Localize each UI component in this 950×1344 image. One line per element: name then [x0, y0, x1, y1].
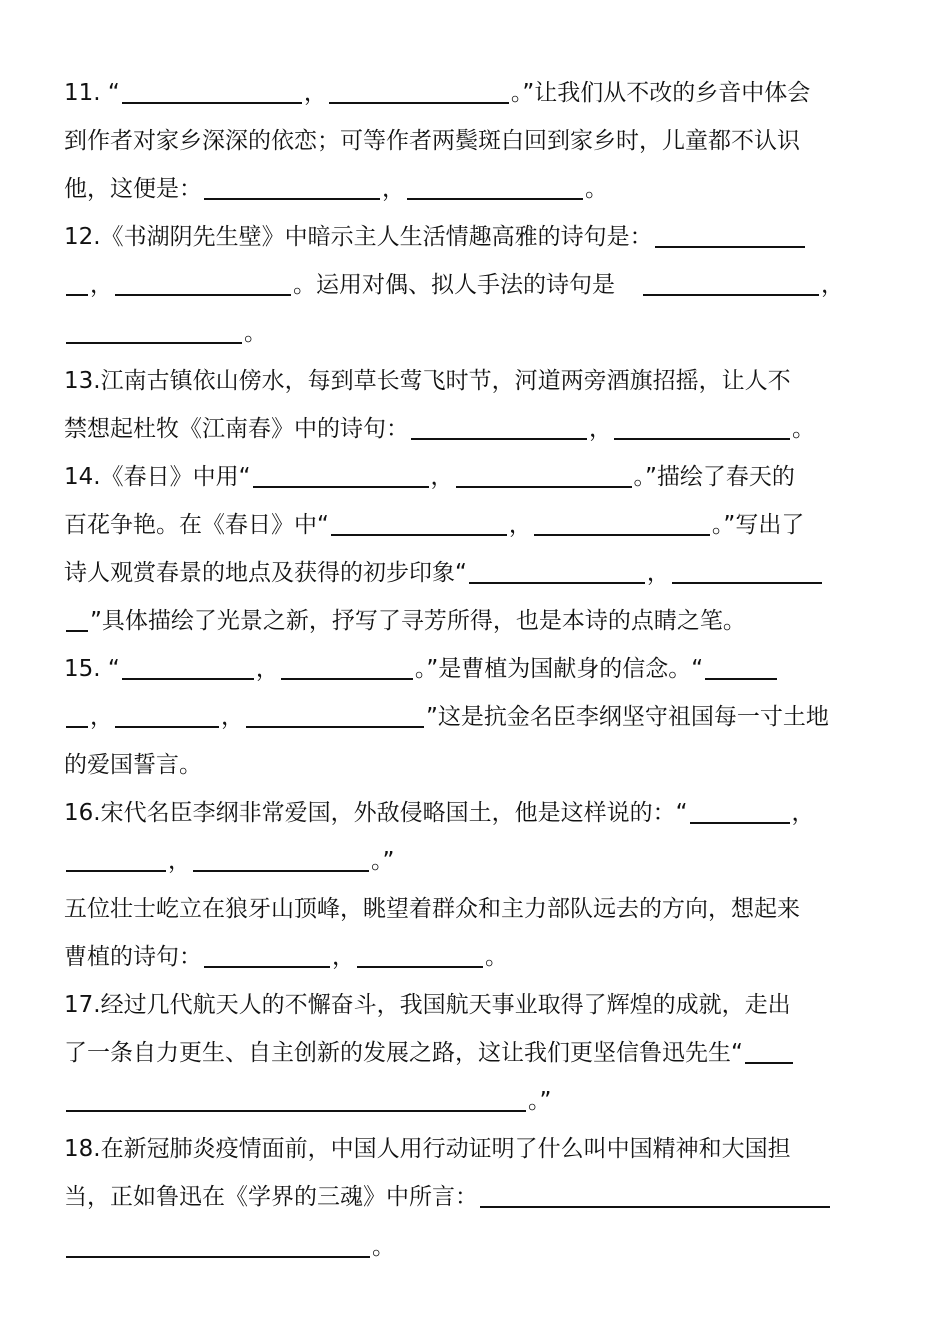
- q18-line-1: [64, 1134, 791, 1164]
- text: ，: [508, 512, 532, 538]
- q14-line-4: [64, 606, 746, 636]
- text: 他，这便是：: [64, 176, 202, 202]
- text: 。”写出了: [711, 512, 805, 538]
- q18-line-2: [64, 1182, 832, 1212]
- text: ，: [221, 704, 244, 730]
- answer-blank[interactable]: [745, 1062, 793, 1064]
- answer-blank[interactable]: [66, 294, 88, 296]
- text: 12.《书湖阴先生壁》中暗示主人生活情趣高雅的诗句是：: [64, 224, 653, 250]
- text: 了一条自力更生、自主创新的发展之路，这让我们更坚信鲁迅先生“: [64, 1040, 743, 1066]
- text: 17.经过几代航天人的不懈奋斗，我国航天事业取得了辉煌的成就，走出: [64, 992, 791, 1018]
- text: ，: [821, 272, 844, 298]
- text: ，: [646, 560, 670, 586]
- answer-blank[interactable]: [115, 726, 219, 728]
- text: 的爱国誓言。: [64, 752, 202, 778]
- text: 13.江南古镇依山傍水，每到草长莺飞时节，河道两旁酒旗招摇，让人不: [64, 368, 791, 394]
- answer-blank[interactable]: [115, 294, 291, 296]
- answer-blank[interactable]: [331, 534, 507, 536]
- text: 诗人观赏春景的地点及获得的初步印象“: [64, 560, 467, 586]
- text: ，: [382, 176, 405, 202]
- q16-line-1: [64, 798, 815, 828]
- q15-line-3: [64, 750, 202, 780]
- text: 五位壮士屹立在狼牙山顶峰，眺望着群众和主力部队远去的方向，想起来: [64, 896, 800, 922]
- q16-line-4: [64, 942, 508, 972]
- q11-line-3: [64, 174, 608, 204]
- answer-blank[interactable]: [534, 534, 710, 536]
- answer-blank[interactable]: [480, 1206, 830, 1208]
- q15-line-1: [64, 654, 779, 684]
- answer-blank[interactable]: [705, 678, 777, 680]
- answer-blank[interactable]: [411, 438, 587, 440]
- answer-blank[interactable]: [281, 678, 413, 680]
- answer-blank[interactable]: [329, 102, 509, 104]
- answer-blank[interactable]: [672, 582, 822, 584]
- q11-line-2: [64, 126, 800, 156]
- answer-blank[interactable]: [246, 726, 424, 728]
- text: ，: [791, 800, 815, 826]
- q17-line-1: [64, 990, 791, 1020]
- text: 。: [244, 320, 267, 346]
- answer-blank[interactable]: [204, 198, 380, 200]
- answer-blank[interactable]: [66, 1110, 526, 1112]
- text: ”这是抗金名臣李纲坚守祖国每一寸土地: [426, 704, 829, 730]
- answer-blank[interactable]: [357, 966, 483, 968]
- answer-blank[interactable]: [253, 486, 429, 488]
- q13-line-1: [64, 366, 791, 396]
- q16-line-3: [64, 894, 800, 924]
- text: 16.宋代名臣李纲非常爱国，外敌侵略国土，他是这样说的：“: [64, 800, 688, 826]
- q17-line-2: [64, 1038, 795, 1068]
- answer-blank[interactable]: [122, 678, 254, 680]
- answer-blank[interactable]: [66, 870, 166, 872]
- text: 。”让我们从不改的乡音中体会: [510, 80, 811, 106]
- q14-line-3: [64, 558, 824, 588]
- text: 百花争艳。在《春日》中“: [64, 512, 329, 538]
- text: 。”描绘了春天的: [633, 464, 795, 490]
- text: 。: [585, 176, 608, 202]
- answer-blank[interactable]: [469, 582, 645, 584]
- text: 禁想起杜牧《江南春》中的诗句：: [64, 416, 409, 442]
- q11-line-1: [64, 78, 810, 108]
- q17-line-3: [64, 1086, 551, 1116]
- answer-blank[interactable]: [407, 198, 583, 200]
- text: ，: [90, 704, 113, 730]
- q15-line-2: [64, 702, 829, 732]
- answer-blank[interactable]: [193, 870, 369, 872]
- text: 。: [485, 944, 508, 970]
- text: 。”是曹植为国献身的信念。“: [414, 656, 704, 682]
- text: ，: [589, 416, 612, 442]
- text: 到作者对家乡深深的依恋；可等作者两鬓斑白回到家乡时，儿童都不认识: [64, 128, 800, 154]
- text: 11. “: [64, 80, 120, 106]
- text: 。”: [528, 1088, 552, 1114]
- q14-line-1: [64, 462, 795, 492]
- text: ，: [168, 848, 191, 874]
- text: 14.《春日》中用“: [64, 464, 251, 490]
- answer-blank[interactable]: [614, 438, 790, 440]
- answer-blank[interactable]: [655, 246, 805, 248]
- q14-line-2: [64, 510, 804, 540]
- text: 当，正如鲁迅在《学界的三魂》中所言：: [64, 1184, 478, 1210]
- q12-line-1: [64, 222, 807, 252]
- q12-line-2: [64, 270, 844, 300]
- text: 。: [792, 416, 815, 442]
- text: 。运用对偶、拟人手法的诗句是: [293, 272, 615, 298]
- answer-blank[interactable]: [643, 294, 819, 296]
- q13-line-2: [64, 414, 815, 444]
- text: ，: [90, 272, 113, 298]
- text: 。”: [371, 848, 395, 874]
- text: ”具体描绘了光景之新，抒写了寻芳所得，也是本诗的点睛之笔。: [90, 608, 746, 634]
- answer-blank[interactable]: [122, 102, 302, 104]
- answer-blank[interactable]: [66, 342, 242, 344]
- text: 曹植的诗句：: [64, 944, 202, 970]
- text: 18.在新冠肺炎疫情面前，中国人用行动证明了什么叫中国精神和大国担: [64, 1136, 791, 1162]
- text: ，: [255, 656, 279, 682]
- answer-blank[interactable]: [456, 486, 632, 488]
- q18-line-3: [64, 1232, 395, 1262]
- q16-line-2: [64, 846, 394, 876]
- text: ，: [332, 944, 355, 970]
- answer-blank[interactable]: [66, 726, 88, 728]
- q12-line-3: [64, 318, 267, 348]
- text: ，: [430, 464, 454, 490]
- answer-blank[interactable]: [690, 822, 790, 824]
- text: ，: [303, 80, 327, 106]
- text: 。: [372, 1234, 395, 1260]
- answer-blank[interactable]: [66, 630, 88, 632]
- answer-blank[interactable]: [204, 966, 330, 968]
- text: 15. “: [64, 656, 120, 682]
- answer-blank[interactable]: [66, 1256, 370, 1258]
